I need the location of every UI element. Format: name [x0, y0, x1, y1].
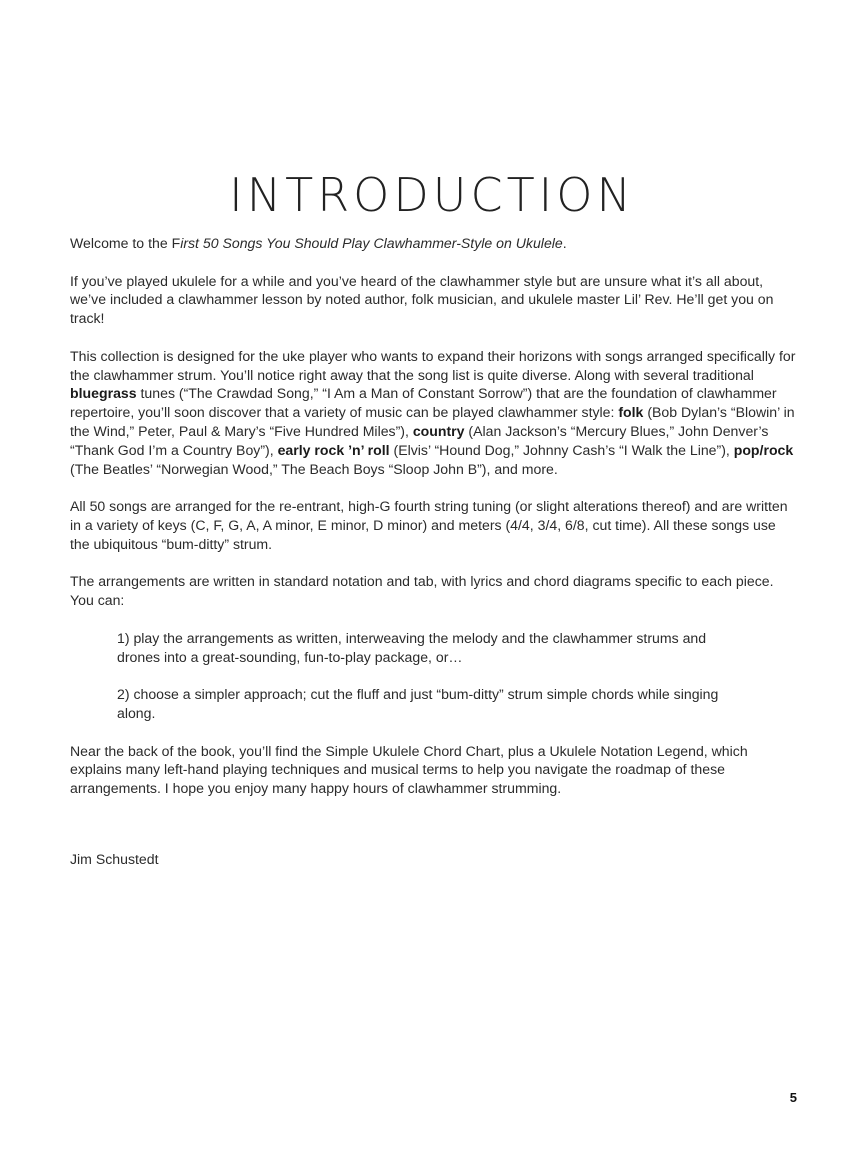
genre-folk: folk: [618, 404, 644, 421]
book-title: irst 50 Songs You Should Play Clawhammer-Style on Ukulele: [180, 235, 563, 251]
genre-pop-rock: pop/rock: [733, 441, 794, 458]
intro-end: .: [562, 235, 567, 251]
intro-paragraph: [70, 234, 796, 253]
genre-country: country: [412, 422, 465, 439]
body-text: [70, 234, 796, 817]
paragraph-tuning: All 50 songs are arranged for the re-entrant, high-G fourth string tuning (or slight alterations thereof) and are written in a variety of keys (C, F, G, A, A minor, E minor, D minor) and meters (4/4, 3/4, 6/8, cut time). All these songs use the ubiquitous “bum-ditty” strum.: [70, 498, 788, 552]
option-one: 1) play the arrangements as written, interweaving the melody and the clawhammer strums and drones into a great-sounding, fun-to-play package, or…: [117, 629, 707, 665]
text-run: This collection is designed for the uke player who wants to expand their horizons with songs arranged specifically for the clawhammer strum. You’ll notice right away that the song list is quite diverse. Along with several traditional: [70, 347, 796, 383]
paragraph-arrangements: The arrangements are written in standard notation and tab, with lyrics and chord diagrams specific to each piece. You can:: [70, 573, 774, 609]
option-two: 2) choose a simpler approach; cut the fluff and just “bum-ditty” strum simple chords while singing along.: [117, 686, 719, 721]
genre-bluegrass: bluegrass: [70, 385, 137, 402]
text-run: (Alan Jackson’s “Mercury Blues,” John Denver’s “Thank God I’m a Country Boy”),: [70, 422, 769, 458]
paragraph-collection: [70, 347, 796, 479]
text-run: tunes (“The Crawdad Song,” “I Am a Man of Constant Sorrow”) that are the foundation of clawhammer repertoire, you’ll soon discover that a variety of music can be played clawhammer style:: [70, 385, 777, 421]
text-run: (Elvis’ “Hound Dog,” Johnny Cash’s “I Walk the Line”),: [389, 441, 734, 458]
paragraph-closing: Near the back of the book, you’ll find the Simple Ukulele Chord Chart, plus a Ukulele Notation Legend, which explains many left-hand playing techniques and musical terms to help you navigate the roadmap of these arrangements. I hope you enjoy many happy hours of clawhammer strumming.: [70, 742, 748, 797]
paragraph-lesson: If you’ve played ukulele for a while and you’ve heard of the clawhammer style but are unsure what it’s all about, we’ve included a clawhammer lesson by noted author, folk musician, and ukulele master Lil’ Rev. He’ll get you on track!: [70, 272, 774, 327]
text-run: (Bob Dylan’s “Blowin’ in the Wind,” Peter, Paul & Mary’s “Five Hundred Miles”),: [70, 404, 795, 439]
genre-early-rock: early rock ’n’ roll: [277, 441, 390, 458]
text-run: (The Beatles’ “Norwegian Wood,” The Beach Boys “Sloop John B”), and more.: [70, 460, 558, 477]
page-number: 5: [789, 1090, 797, 1105]
author-signature: Jim Schustedt: [70, 851, 159, 867]
page-title: INTRODUCTION: [229, 167, 635, 222]
intro-lead: Welcome to the F: [70, 235, 181, 251]
